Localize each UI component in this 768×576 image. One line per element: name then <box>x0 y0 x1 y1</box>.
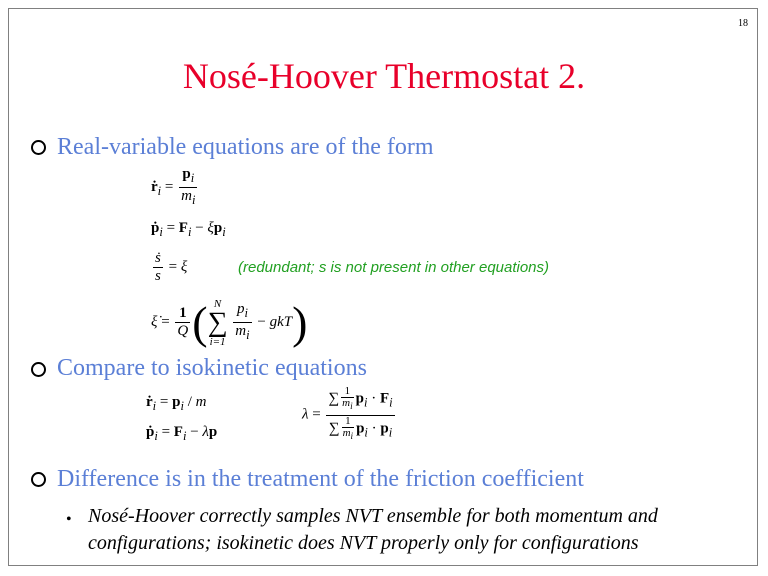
equation-p-dot: ṗ$_i$ = $F_i - \xi p_i$ <box>151 220 226 239</box>
slide-title: Nosé-Hoover Thermostat 2. <box>182 56 586 96</box>
bullet-1-text: Real-variable equations are of the form <box>57 134 434 160</box>
equation-lambda: λ = ∑ $\frac{1}{m_i}$ $p_i \cdot F_i$ ∑ $\frac{1}{m_i}$ $p_i \cdot p_i$ <box>302 385 393 441</box>
equation-iso-p-dot: ṗ$_i$ = $F_i - \lambda p$ <box>146 424 218 443</box>
redundant-note: (redundant; s is not present in other equations) <box>238 259 550 276</box>
sub-bullet-dot: • <box>66 511 72 528</box>
equation-r-dot: ṙ$_i$ = $\frac{p_i}{m_i}$ <box>151 166 196 207</box>
bullet-3-text: Difference is in the treatment of the friction coefficient <box>57 466 584 492</box>
equation-iso-r-dot: ṙ$_i$ = $p_i$ / m <box>146 394 207 413</box>
bullet-ring-icon <box>31 472 46 487</box>
sub-bullet-text: Nosé-Hoover correctly samples NVT ensemble for both momentum and configurations; isokinetic does NVT properly only for configurations <box>88 505 658 554</box>
equation-xi-dot: ξ̇ = $\frac{1}{Q}$ ( N ∑ i=1 $\frac{p_i}{m_i}$ − gkT) <box>151 297 308 348</box>
bullet-2-text: Compare to isokinetic equations <box>57 355 367 381</box>
page-number: 18 <box>738 18 748 29</box>
bullet-ring-icon <box>31 140 46 155</box>
equation-s-dot: $\frac{\text{ṡ}}{s}$ = ξ <box>155 250 188 284</box>
bullet-ring-icon <box>31 362 46 377</box>
